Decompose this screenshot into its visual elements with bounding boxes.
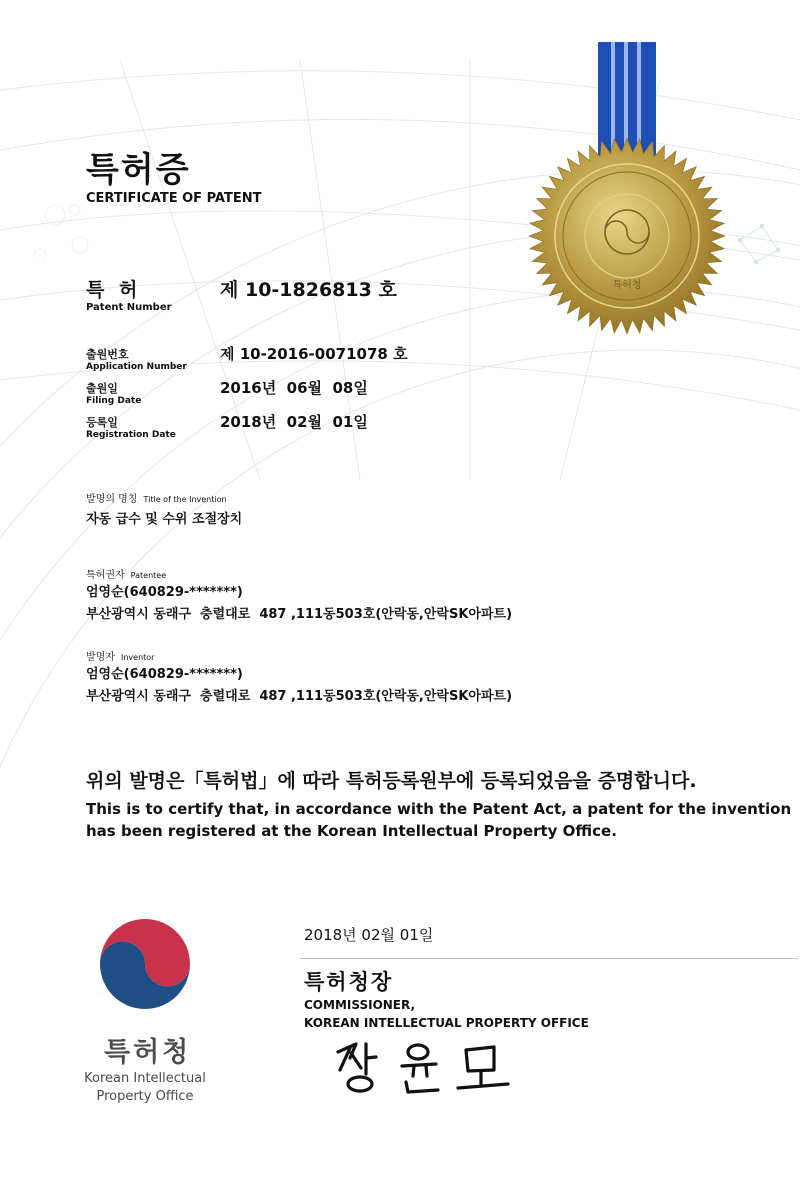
patentee-label: 특허권자	[86, 570, 125, 581]
commissioner-title-en-line2: KOREAN INTELLECTUAL PROPERTY OFFICE	[304, 1016, 589, 1030]
certificate-title: 특허증	[86, 150, 191, 190]
commissioner-title-en-line1: COMMISSIONER,	[304, 998, 416, 1012]
kipo-name-en-line1: Korean Intellectual	[84, 1071, 206, 1086]
invention-title: 자동 급수 및 수위 조절장치	[86, 512, 243, 527]
invention-label: 발명의 명칭	[86, 494, 138, 505]
filing-label-en: Filing Date	[86, 396, 142, 406]
registration-label-en: Registration Date	[86, 430, 176, 440]
registration-date: 2018년 02월 01일	[220, 413, 368, 431]
seal-inscription: 특허청	[612, 280, 642, 291]
kipo-name-en-line2: Property Office	[96, 1089, 194, 1104]
declaration-ko: 위의 발명은「특허법」에 따라 특허등록원부에 등록되었음을 증명합니다.	[86, 770, 697, 792]
declaration-en-line1: This is to certify that, in accordance with the Patent Act, a patent for the invention	[86, 800, 792, 818]
application-number: 제 10-2016-0071078 호	[220, 345, 408, 363]
filing-label: 출원일	[86, 382, 118, 395]
application-label: 출원번호	[86, 348, 129, 361]
inventor-name: 엄영순(640829-*******)	[86, 667, 243, 682]
registration-label: 등록일	[86, 416, 118, 429]
issue-date: 2018년 02월 01일	[304, 926, 434, 944]
patentee-name: 엄영순(640829-*******)	[86, 585, 243, 600]
kipo-name-ko: 특허청	[104, 1037, 192, 1068]
inventor-label-en: Inventor	[120, 653, 155, 662]
inventor-label: 발명자	[86, 652, 115, 663]
filing-date: 2016년 06월 08일	[220, 379, 368, 397]
patentee-address: 부산광역시 동래구 충렬대로 487 ,111동503호(안락동,안락SK아파트)	[86, 607, 513, 622]
commissioner-title-ko: 특허청장	[304, 970, 394, 994]
declaration-en-line2: has been registered at the Korean Intellectual Property Office.	[86, 822, 617, 840]
inventor-address: 부산광역시 동래구 충렬대로 487 ,111동503호(안락동,안락SK아파트)	[86, 689, 513, 704]
patent-number: 제 10-1826813 호	[220, 279, 397, 301]
application-label-en: Application Number	[86, 362, 187, 372]
patent-label: 특 허	[86, 279, 142, 301]
patentee-label-en: Patentee	[130, 571, 167, 580]
patent-label-en: Patent Number	[86, 302, 172, 313]
invention-label-en: Title of the Invention	[143, 495, 227, 504]
certificate-subtitle: CERTIFICATE OF PATENT	[86, 191, 262, 206]
